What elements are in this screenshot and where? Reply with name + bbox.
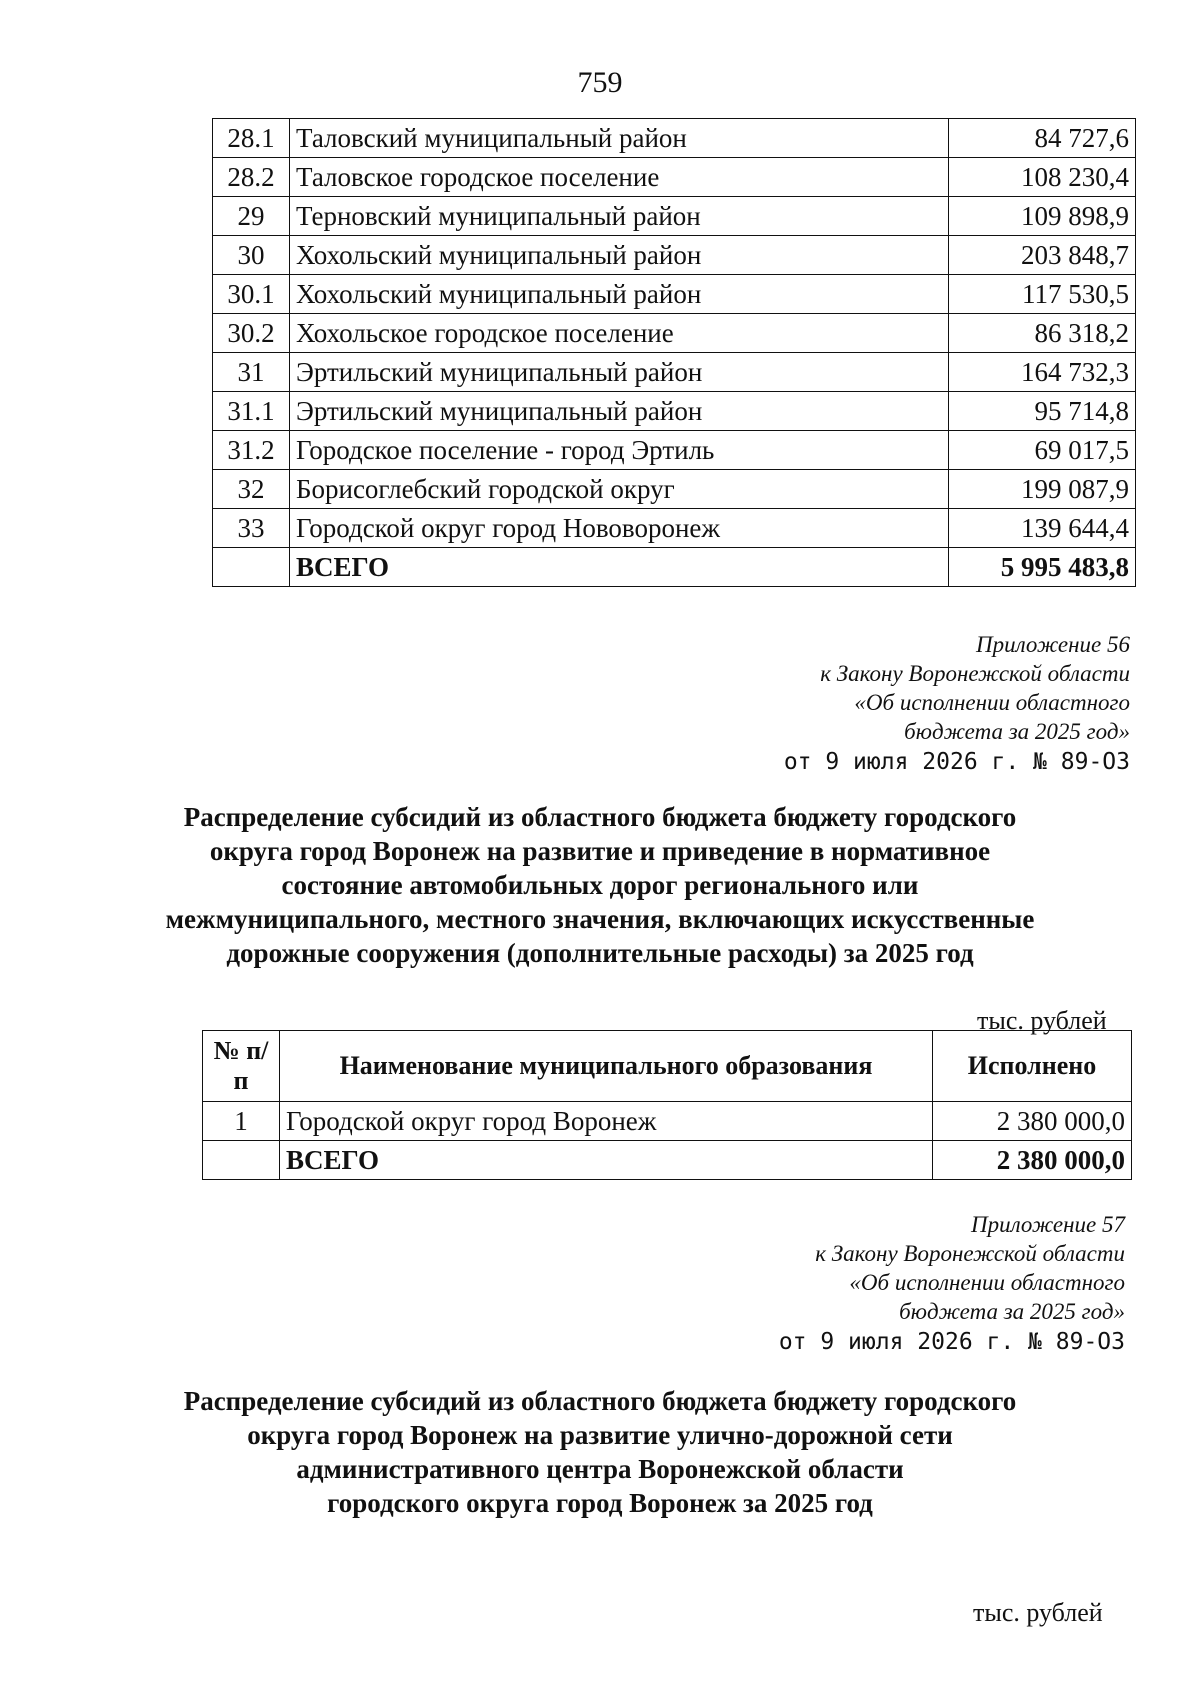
allocation-table-continued [212,118,1136,587]
municipality-name: Эртильский муниципальный район [290,353,949,392]
row-number: 29 [213,197,290,236]
title-line: дорожные сооружения (дополнительные расходы) за 2025 год [226,938,974,968]
row-number: 32 [213,470,290,509]
row-number: 28.1 [213,119,290,158]
annex-date: от 9 июля 2026 г. № 89-ОЗ [783,749,1130,775]
table-row [213,236,1136,275]
row-number: 30.2 [213,314,290,353]
header-name: Наименование муниципального образования [280,1031,933,1102]
municipality-name: Борисоглебский городской округ [290,470,949,509]
amount: 117 530,5 [949,275,1136,314]
table-row [213,431,1136,470]
table-row [203,1102,1132,1141]
title-line: городского округа город Воронеж за 2025 год [327,1488,873,1518]
title-line: округа город Воронеж на развитие улично-дорожной сети [247,1420,953,1450]
total-row [203,1141,1132,1180]
amount: 108 230,4 [949,158,1136,197]
table-row [213,509,1136,548]
page-number: 759 [577,66,623,99]
title-line: Распределение субсидий из областного бюджета бюджету городского [183,1386,1017,1416]
row-number: 33 [213,509,290,548]
total-row [213,548,1136,587]
municipality-name: Городское поселение - город Эртиль [290,431,949,470]
table-row [213,275,1136,314]
row-number: 31.2 [213,431,290,470]
units-label: тыс. рублей [977,1006,1107,1035]
municipality-name: Хохольский муниципальный район [290,275,949,314]
annex-line: «Об исполнении областного [854,690,1130,715]
annex-57-header [0,1210,1125,1357]
table-row [213,470,1136,509]
row-number [203,1141,280,1180]
table-header-row [203,1031,1132,1102]
header-executed: Исполнено [933,1031,1132,1102]
row-number: 28.2 [213,158,290,197]
amount: 69 017,5 [949,431,1136,470]
amount: 84 727,6 [949,119,1136,158]
title-line: состояние автомобильных дорог регионального или [281,870,919,900]
row-number [213,548,290,587]
annex-line: «Об исполнении областного [849,1270,1125,1295]
amount: 199 087,9 [949,470,1136,509]
annex-date: от 9 июля 2026 г. № 89-ОЗ [778,1329,1125,1355]
annex-56-header [0,630,1130,777]
amount: 164 732,3 [949,353,1136,392]
table-row [213,197,1136,236]
table-row [213,158,1136,197]
total-amount: 2 380 000,0 [933,1141,1132,1180]
total-label: ВСЕГО [280,1141,933,1180]
header-number: № п/п [203,1031,280,1102]
municipality-name: Терновский муниципальный район [290,197,949,236]
table-row [213,353,1136,392]
amount: 139 644,4 [949,509,1136,548]
amount: 109 898,9 [949,197,1136,236]
annex-57-title [0,1384,1200,1520]
amount: 203 848,7 [949,236,1136,275]
amount: 86 318,2 [949,314,1136,353]
allocation-table-56 [202,1030,1132,1180]
annex-line: бюджета за 2025 год» [899,1299,1125,1324]
annex-line: бюджета за 2025 год» [904,719,1130,744]
municipality-name: Хохольский муниципальный район [290,236,949,275]
annex-line: Приложение 56 [975,632,1130,657]
amount: 95 714,8 [949,392,1136,431]
amount: 2 380 000,0 [933,1102,1132,1141]
annex-line: к Закону Воронежской области [820,661,1130,686]
title-line: административного центра Воронежской области [296,1454,904,1484]
municipality-name: Городской округ город Нововоронеж [290,509,949,548]
table-row [213,314,1136,353]
row-number: 31 [213,353,290,392]
table-row [213,392,1136,431]
title-line: межмуниципального, местного значения, включающих искусственные [165,904,1035,934]
municipality-name: Городской округ город Воронеж [280,1102,933,1141]
municipality-name: Хохольское городское поселение [290,314,949,353]
row-number: 30.1 [213,275,290,314]
municipality-name: Таловский муниципальный район [290,119,949,158]
title-line: Распределение субсидий из областного бюджета бюджету городского [183,802,1017,832]
row-number: 31.1 [213,392,290,431]
municipality-name: Эртильский муниципальный район [290,392,949,431]
table-row [213,119,1136,158]
units-label: тыс. рублей [973,1598,1103,1627]
municipality-name: Таловское городское поселение [290,158,949,197]
total-label: ВСЕГО [290,548,949,587]
row-number: 1 [203,1102,280,1141]
total-amount: 5 995 483,8 [949,548,1136,587]
annex-56-title [0,800,1200,970]
annex-line: к Закону Воронежской области [815,1241,1125,1266]
row-number: 30 [213,236,290,275]
annex-line: Приложение 57 [970,1212,1125,1237]
title-line: округа город Воронеж на развитие и приведение в нормативное [209,836,991,866]
